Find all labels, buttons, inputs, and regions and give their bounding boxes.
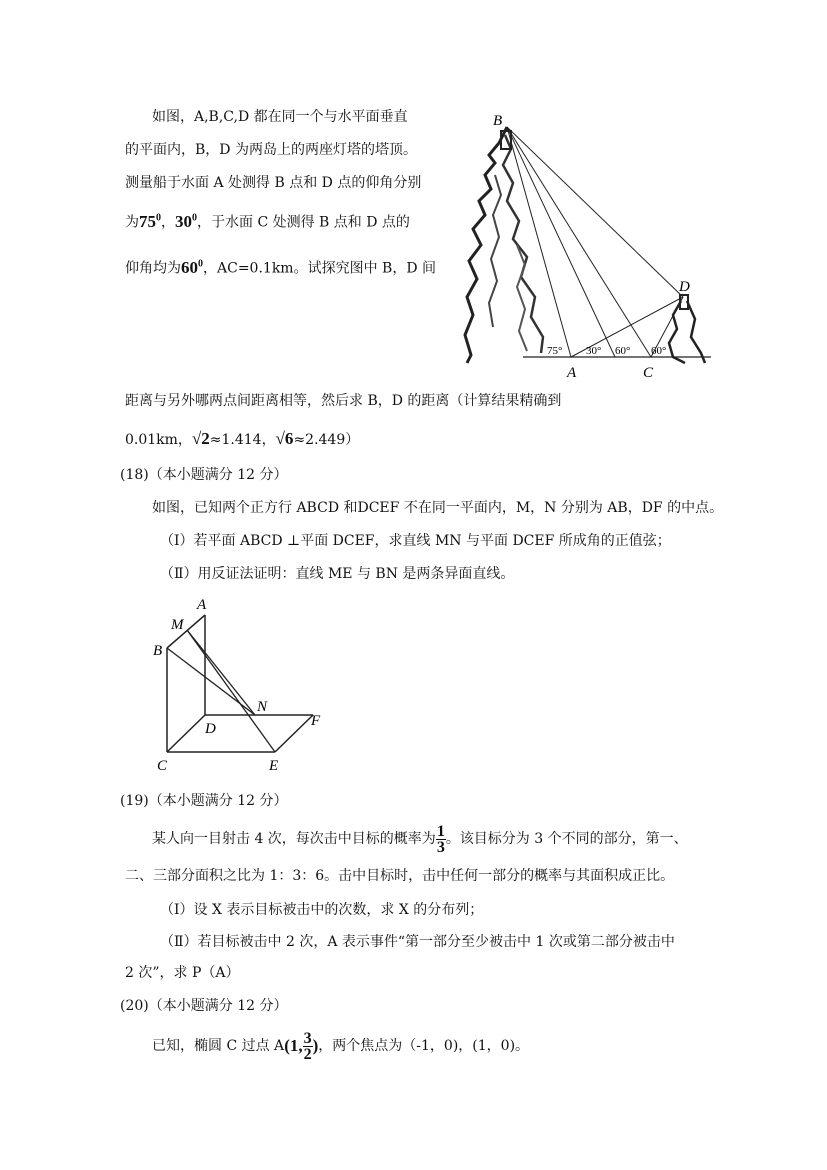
label-B: B <box>153 643 163 659</box>
p17-line4-pre: 为 <box>125 214 139 231</box>
p18-line1: 如图，已知两个正方行 ABCD 和DCEF 不在同一平面内，M，N 分别为 AB，DF 的中点。 <box>152 500 724 516</box>
p17-line3: 测量船于水面 A 处测得 B 点和 D 点的仰角分别 <box>125 175 422 191</box>
lighthouse-figure <box>455 105 720 385</box>
angle-label-60a: 60° <box>615 345 631 357</box>
p17-line7-pre: 0.01km， <box>125 432 192 448</box>
sqrt2: √2 <box>191 429 210 448</box>
label-F: F <box>311 713 321 729</box>
label-C: C <box>643 365 654 381</box>
cube-figure <box>145 595 345 775</box>
p19-line3: （Ⅰ）设 X 表示目标被击中的次数，求 X 的分布列； <box>160 902 484 918</box>
sqrt6: √6 <box>275 429 294 448</box>
p19-line2: 二、三部分面积之比为 1：3：6。击中目标时，击中任何一部分的概率与其面积成正比。 <box>125 868 675 884</box>
p17-line7 <box>125 430 359 449</box>
label-N: N <box>257 699 268 715</box>
p17-line2: 的平面内，B，D 为两岛上的两座灯塔的塔顶。 <box>125 142 417 158</box>
p18-header: (18)（本小题满分 12 分） <box>120 467 288 483</box>
approx2: ≈2.449） <box>293 432 360 448</box>
p17-line5-post: ，AC=0.1km。试探究图中 B，D 间 <box>203 260 436 277</box>
point-open: (1, <box>284 1036 303 1055</box>
p19-line5: 2 次”，求 P（A） <box>125 965 240 981</box>
p17-line4-post: ，于水面 C 处测得 B 点和 D 点的 <box>197 214 410 231</box>
p17-line5-pre: 仰角均为 <box>125 260 181 277</box>
label-E: E <box>269 758 279 774</box>
line-B-C <box>507 127 651 357</box>
p17-line6: 距离与另外哪两点间距离相等，然后求 B，D 的距离（计算结果精确到 <box>125 393 562 409</box>
angle-label-30: 30° <box>586 345 602 357</box>
label-C: C <box>157 758 168 774</box>
fraction-one-third: $\frac{1}{3}$ <box>436 822 445 856</box>
p20-header: (20)（本小题满分 12 分） <box>120 998 288 1014</box>
label-M: M <box>171 617 184 633</box>
p20-line1-pre: 已知，椭圆 C 过点 A <box>152 1038 285 1054</box>
p19-line4: （Ⅱ）若目标被击中 2 次，A 表示事件“第一部分至少被击中 1 次或第二部分被击中 <box>160 934 675 950</box>
fraction-three-halves: $\frac{3}{2}$ <box>303 1029 312 1063</box>
angle-60: $60^0$ <box>181 257 203 277</box>
p18-line3: （Ⅱ）用反证法证明：直线 ME 与 BN 是两条异面直线。 <box>160 566 515 582</box>
label-D: D <box>679 279 690 295</box>
p17-line1: 如图，A,B,C,D 都在同一个与水平面垂直 <box>152 109 408 125</box>
p18-line2: （Ⅰ）若平面 ABCD ⊥平面 DCEF，求直线 MN 与平面 DCEF 所成角的正值弦； <box>160 533 671 549</box>
label-D: D <box>205 721 216 737</box>
angle-label-60b: 60° <box>651 345 667 357</box>
p17-line4: 为$75^0$，$30^0$，于水面 C 处测得 B 点和 D 点的 <box>125 211 410 231</box>
angle-30: $30^0$ <box>175 211 197 231</box>
p19-line1 <box>152 822 688 856</box>
label-B: B <box>493 113 503 129</box>
label-A: A <box>197 597 207 613</box>
approx1: ≈1.414， <box>209 432 276 448</box>
p19-header: (19)（本小题满分 12 分） <box>120 793 288 809</box>
p20-line1 <box>152 1026 529 1066</box>
angle-75: $75^0$ <box>139 211 161 231</box>
p20-line1-post: ，两个焦点为（-1，0)，(1，0)。 <box>318 1038 530 1054</box>
line-B-D <box>507 127 683 297</box>
p17-line5 <box>125 255 436 278</box>
p19-line1-post: 。该目标分为 3 个不同的部分，第一、 <box>445 831 688 847</box>
angle-label-75: 75° <box>547 345 563 357</box>
point-close: ) <box>312 1036 319 1055</box>
label-A: A <box>567 365 577 381</box>
p19-line1-pre: 某人向一目射击 4 次，每次击中目标的概率为 <box>152 831 436 847</box>
